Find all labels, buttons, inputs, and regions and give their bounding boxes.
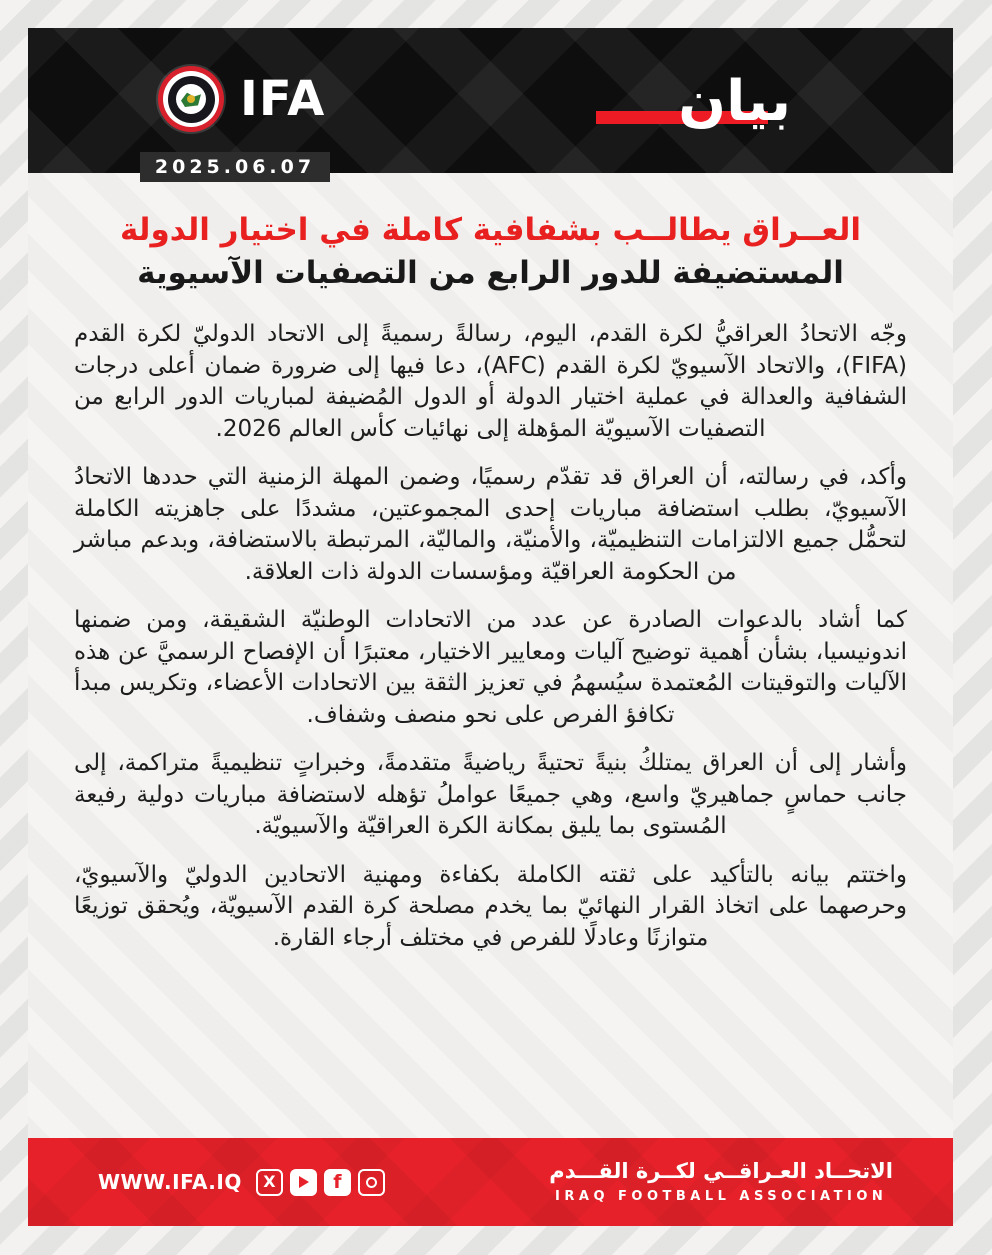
paragraph-3: كما أشاد بالدعوات الصادرة عن عدد من الاتحادات الوطنيّة الشقيقة، ومن ضمنها اندونيسيا، بشأن أهمية توضيح آليات ومعايير الاختيار، معتبرًا أن الإفصاح الرسميَّ عن هذه الآليات والتوقيتات المُعتمدة سيُسهمُ في تعزيز الثقة بين الاتحادات الأعضاء، وتكريس مبدأ تكافؤ الفرص على نحو منصف وشفاف. — [74, 607, 907, 728]
crest-center — [176, 84, 206, 114]
statement-body — [28, 173, 953, 954]
footer-left-group — [98, 1169, 385, 1196]
statement-label-group — [628, 54, 803, 149]
crest-black-ring — [168, 76, 215, 123]
x-glyph: X — [263, 1172, 276, 1191]
social-icons-row — [256, 1169, 385, 1196]
x-twitter-icon[interactable] — [256, 1169, 283, 1196]
org-name-english: IRAQ FOOTBALL ASSOCIATION — [555, 1189, 888, 1205]
footer-org-group — [549, 1156, 893, 1208]
ifa-wordmark: IFA — [240, 71, 326, 127]
header-banner — [28, 28, 953, 178]
date-badge: 2025.06.07 — [140, 152, 330, 182]
paragraph-5: واختتم بيانه بالتأكيد على ثقته الكاملة بكفاءة ومهنية الاتحادين الدوليّ والآسيويّ، وحرصهما على اتخاذ القرار النهائيّ بما يخدم مصلحة كرة القدم الآسيويّة، ويُحقق توزيعًا متوازنًا وعادلًا للفرص في مختلف أرجاء القارة. — [74, 861, 907, 951]
website-link[interactable]: WWW.IFA.IQ — [98, 1170, 242, 1194]
crest-emblem-dot — [187, 95, 195, 103]
facebook-icon[interactable] — [324, 1169, 351, 1196]
logo-group — [158, 66, 325, 132]
facebook-glyph: f — [333, 1170, 342, 1193]
paragraph-2: وأكد، في رسالته، أن العراق قد تقدّم رسميًا، وضمن المهلة الزمنية التي حددها الاتحادُ الآسيويّ، بطلب استضافة مباريات إحدى المجموعتين، مشددًا على جاهزيته الكاملة لتحمُّل جميع الالتزامات التنظيميّة، والأمنيّة، والماليّة، المرتبطة بالاستضافة، وبدعم مباشر من الحكومة العراقيّة ومؤسسات الدولة ذات العلاقة. — [74, 464, 907, 585]
ifa-crest-icon — [158, 66, 224, 132]
youtube-icon[interactable] — [290, 1169, 317, 1196]
footer-bar — [28, 1138, 953, 1226]
instagram-icon[interactable] — [358, 1169, 385, 1196]
paragraph-1: وجّه الاتحادُ العراقيُّ لكرة القدم، اليوم، رسالةً رسميةً إلى الاتحاد الدوليّ لكرة القدم (FIFA)، والاتحاد الآسيويّ لكرة القدم (AFC)، دعا فيها إلى ضرورة ضمان أعلى درجات الشفافية والعدالة في عملية اختيار الدولة أو الدول المُضيفة لمباريات الدور الرابع من التصفيات الآسيويّة المؤهلة إلى نهائيات كأس العالم 2026. — [74, 321, 908, 442]
paragraph-4: وأشار إلى أن العراق يمتلكُ بنيةً تحتيةً رياضيةً متقدمةً، وخبراتٍ تنظيميةً متراكمة، إلى جانب حماسٍ جماهيريّ واسع، وهي جميعًا عواملُ تؤهله لاستضافة مباريات دولية رفيعة المُستوى بما يليق بمكانة الكرة العراقيّة والآسيويّة. — [74, 750, 907, 839]
statement-label: بيان — [678, 69, 791, 134]
statement-card — [28, 28, 953, 1226]
org-name-arabic: الاتحــاد العـراقــي لكــرة القـــدم — [549, 1158, 893, 1183]
title-line-2: المستضيفة للدور الرابع من التصفيات الآسيوية — [137, 255, 844, 291]
instagram-lens-glyph — [366, 1177, 377, 1188]
statement-title — [74, 209, 907, 295]
statement-paragraphs — [74, 319, 907, 954]
youtube-play-glyph — [299, 1176, 309, 1188]
title-line-1: العــراق يطالــب بشفافية كاملة في اختيار الدولة — [120, 212, 861, 248]
crest-white-ring — [163, 71, 219, 127]
